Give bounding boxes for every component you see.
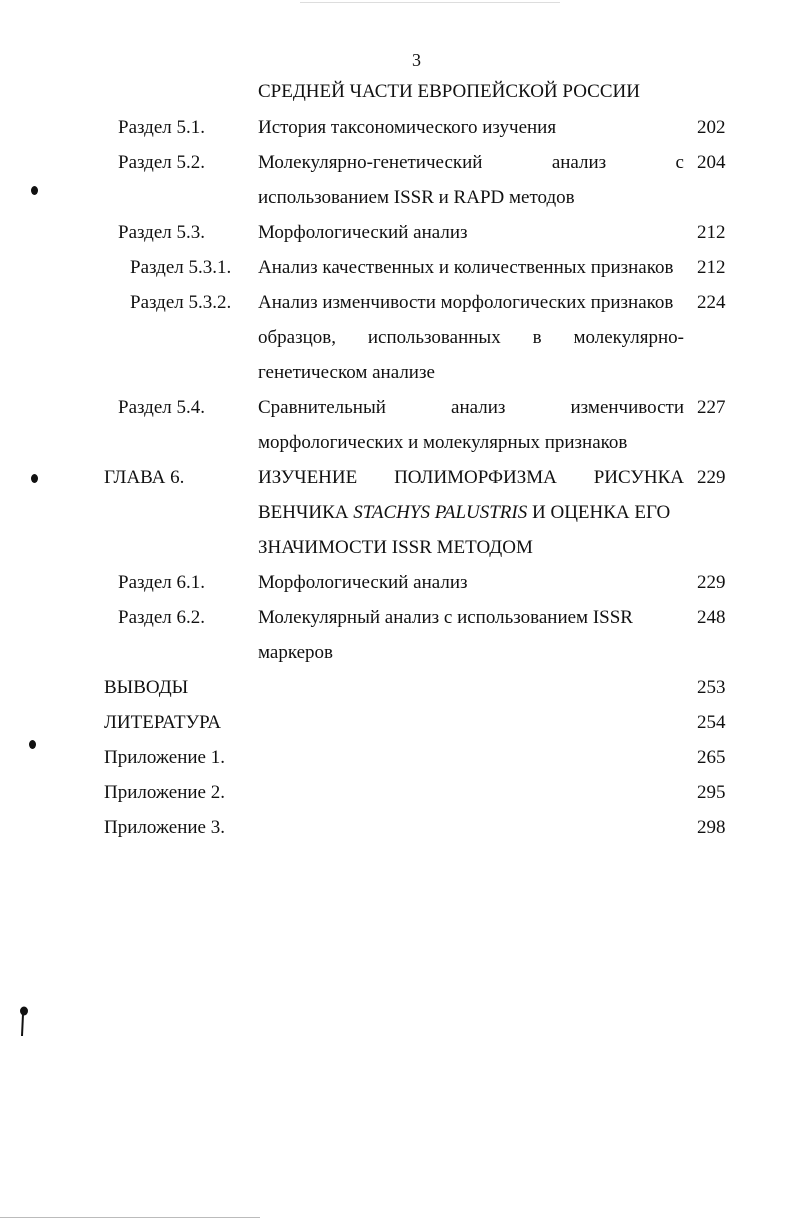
word: РИСУНКА <box>593 467 684 488</box>
toc-page: 298 <box>697 817 726 838</box>
binding-hole-mark <box>31 186 38 195</box>
word: ИЗУЧЕНИЕ <box>258 467 358 488</box>
toc-title-line <box>258 396 684 420</box>
word: молекулярно- <box>573 327 684 348</box>
toc-page: 224 <box>697 292 726 313</box>
toc-title: Анализ качественных и количественных признаков <box>258 257 674 278</box>
toc-page: 212 <box>697 222 726 243</box>
toc-title-line <box>258 501 670 525</box>
toc-page: 254 <box>697 712 726 733</box>
page-number: 3 <box>412 50 421 70</box>
word: изменчивости <box>570 397 684 418</box>
toc-title: Морфологический анализ <box>258 222 468 243</box>
chapter-heading-continuation: СРЕДНЕЙ ЧАСТИ ЕВРОПЕЙСКОЙ РОССИИ <box>258 81 640 102</box>
toc-label: Раздел 5.3.1. <box>130 257 232 278</box>
toc-title-part: ВЕНЧИКА <box>258 502 349 523</box>
toc-label: Раздел 6.1. <box>118 572 205 593</box>
toc-title-line <box>258 466 684 490</box>
toc-label: Раздел 5.4. <box>118 397 205 418</box>
toc-label: Приложение 1. <box>104 747 225 768</box>
scan-artifact-mark <box>19 1006 29 1038</box>
toc-title-line <box>258 151 684 175</box>
toc-page: 295 <box>697 782 726 803</box>
binding-hole-mark <box>29 740 36 749</box>
binding-hole-mark <box>31 474 38 483</box>
toc-label: Раздел 5.1. <box>118 117 205 138</box>
toc-title-line: Молекулярный анализ с использованием ISSR <box>258 607 633 628</box>
toc-label: Раздел 6.2. <box>118 607 205 628</box>
toc-label: Раздел 5.2. <box>118 152 205 173</box>
toc-title-line: использованием ISSR и RAPD методов <box>258 187 575 208</box>
word: в <box>532 327 542 348</box>
toc-label: Приложение 3. <box>104 817 225 838</box>
toc-title-line: генетическом анализе <box>258 362 435 383</box>
toc-title-line: маркеров <box>258 642 333 663</box>
toc-label: Раздел 5.3. <box>118 222 205 243</box>
toc-page: 265 <box>697 747 726 768</box>
word: анализ <box>551 152 607 173</box>
toc-title-line: морфологических и молекулярных признаков <box>258 432 628 453</box>
word: образцов, <box>258 327 336 348</box>
toc-title: Морфологический анализ <box>258 572 468 593</box>
toc-page: 204 <box>697 152 726 173</box>
toc-title-line: ЗНАЧИМОСТИ ISSR МЕТОДОМ <box>258 537 533 558</box>
scan-edge-line <box>0 1217 260 1218</box>
species-name: STACHYS PALUSTRIS <box>353 502 528 523</box>
toc-label: ЛИТЕРАТУРА <box>104 712 221 733</box>
toc-page: 212 <box>697 257 726 278</box>
toc-page: 202 <box>697 117 726 138</box>
toc-title: История таксономического изучения <box>258 117 557 138</box>
toc-label: Приложение 2. <box>104 782 225 803</box>
scan-edge-line <box>300 2 560 3</box>
toc-title-line: Анализ изменчивости морфологических признаков <box>258 292 674 313</box>
toc-title-line <box>258 326 684 350</box>
toc-page: 229 <box>697 572 726 593</box>
word: Сравнительный <box>258 397 386 418</box>
word: Молекулярно-генетический <box>258 152 483 173</box>
word: ПОЛИМОРФИЗМА <box>394 467 557 488</box>
toc-title-part: И ОЦЕНКА ЕГО <box>532 502 671 523</box>
toc-page: 229 <box>697 467 726 488</box>
toc-page: 227 <box>697 397 726 418</box>
word: анализ <box>451 397 506 418</box>
word: использованных <box>367 327 501 348</box>
toc-label: Раздел 5.3.2. <box>130 292 232 313</box>
toc-page: 248 <box>697 607 726 628</box>
toc-label: ГЛАВА 6. <box>104 467 185 488</box>
toc-page: 253 <box>697 677 726 698</box>
word: с <box>675 152 684 173</box>
toc-label: ВЫВОДЫ <box>104 677 189 698</box>
